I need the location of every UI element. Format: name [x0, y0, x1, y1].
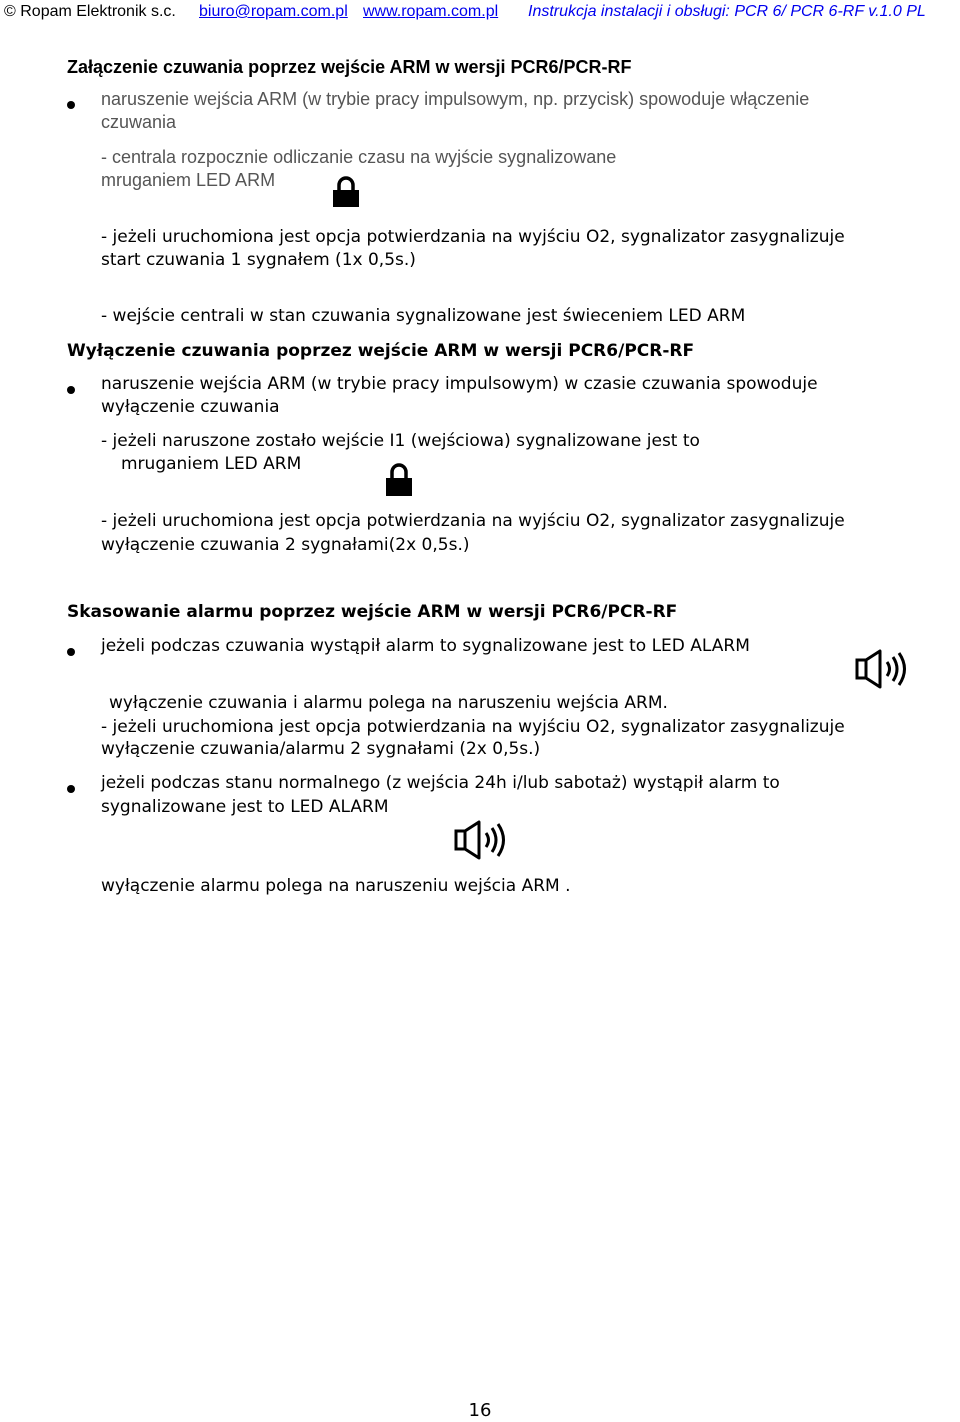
bullet: [67, 386, 75, 394]
paragraph-text: wyłączenie czuwania/alarmu 2 sygnałami (2x 0,5s.): [101, 739, 541, 759]
paragraph-text: wyłączenie czuwania 2 sygnałami(2x 0,5s.): [101, 535, 470, 555]
paragraph-text: - wejście centrali w stan czuwania sygnalizowane jest świeceniem LED ARM: [101, 306, 746, 326]
email-link[interactable]: biuro@ropam.com.pl: [199, 3, 348, 20]
paragraph-text: - jeżeli uruchomiona jest opcja potwierdzania na wyjściu O2, sygnalizator zasygnalizuje: [101, 511, 845, 531]
page-header: [0, 0, 960, 24]
page-number: 16: [468, 1400, 492, 1421]
paragraph-text: mruganiem LED ARM: [101, 170, 276, 190]
list-item-text: naruszenie wejścia ARM (w trybie pracy impulsowym, np. przycisk) spowoduje włączenie: [101, 89, 810, 109]
paragraph-text: wyłączenie czuwania i alarmu polega na naruszeniu wejścia ARM.: [109, 693, 668, 713]
website-link[interactable]: www.ropam.com.pl: [363, 3, 499, 20]
bullet: [67, 785, 75, 793]
list-item-text: jeżeli podczas stanu normalnego (z wejścia 24h i/lub sabotaż) wystąpił alarm to: [101, 773, 780, 793]
list-item-text: czuwania: [101, 112, 177, 132]
paragraph-text: - jeżeli uruchomiona jest opcja potwierdzania na wyjściu O2, sygnalizator zasygnalizuje: [101, 717, 845, 737]
copyright-text: © Ropam Elektronik s.c.: [4, 3, 176, 20]
paragraph-text: wyłączenie alarmu polega na naruszeniu wejścia ARM .: [101, 876, 571, 896]
document-title: Instrukcja instalacji i obsługi: PCR 6/ PCR 6-RF v.1.0 PL: [528, 3, 926, 20]
paragraph-text: mruganiem LED ARM: [121, 454, 302, 474]
bullet: [67, 101, 75, 109]
paragraph-text: - centrala rozpocznie odliczanie czasu na wyjście sygnalizowane: [101, 147, 617, 167]
speaker-alarm-icon: [454, 820, 510, 860]
speaker-alarm-icon: [855, 649, 911, 689]
paragraph-text: start czuwania 1 sygnałem (1x 0,5s.): [101, 250, 416, 270]
bullet: [67, 648, 75, 656]
section-title-arm-off: Wyłączenie czuwania poprzez wejście ARM w wersji PCR6/PCR-RF: [67, 341, 695, 361]
list-item-text: wyłączenie czuwania: [101, 397, 280, 417]
section-title-arm-on: Załączenie czuwania poprzez wejście ARM w wersji PCR6/PCR-RF: [67, 57, 632, 77]
list-item-text: sygnalizowane jest to LED ALARM: [101, 797, 389, 817]
padlock-icon: [384, 463, 414, 497]
paragraph-text: - jeżeli uruchomiona jest opcja potwierdzania na wyjściu O2, sygnalizator zasygnalizuje: [101, 227, 845, 247]
padlock-icon: [331, 176, 361, 208]
list-item-text: naruszenie wejścia ARM (w trybie pracy impulsowym) w czasie czuwania spowoduje: [101, 374, 818, 394]
paragraph-text: - jeżeli naruszone zostało wejście I1 (wejściowa) sygnalizowane jest to: [101, 431, 700, 451]
list-item-text: jeżeli podczas czuwania wystąpił alarm to sygnalizowane jest to LED ALARM: [101, 636, 750, 656]
section-title-alarm-reset: Skasowanie alarmu poprzez wejście ARM w wersji PCR6/PCR-RF: [67, 602, 678, 622]
